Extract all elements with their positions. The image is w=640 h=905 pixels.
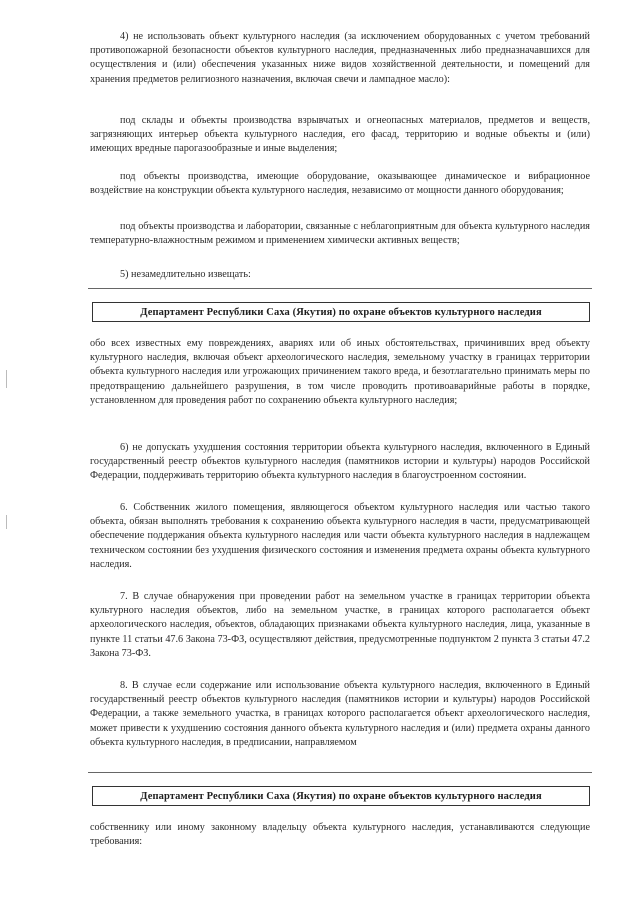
department-stamp-header: Департамент Республики Саха (Якутия) по охране объектов культурного наследия [92,302,590,322]
page-break-rule [88,288,592,289]
paragraph-production-equipment: под объекты производства, имеющие оборудование, оказывающее динамическое и вибрационное воздействие на конструкции объекта культурного наследия, независимо от мощности данного оборудования; [90,171,590,197]
page-break-rule [88,772,592,773]
paragraph-notify-damage: обо всех известных ему повреждениях, авариях или об иных обстоятельствах, причинивших вред объекту культурного наследия, включая объект археологического наследия, земельному участку в границах территории объекта культурного наследия или угрожающих причинением такого вреда, и безотлагательно принимать меры по предотвращению дальнейшего разрушения, в том числе проводить противоаварийные работы в порядке, установленном для проведения работ по сохранению объекта культурного наследия; [90,338,590,406]
paragraph-warehouses: под склады и объекты производства взрывчатых и огнеопасных материалов, предметов и веществ, загрязняющих интерьер объекта культурного наследия, его фасад, территорию и водные объекты и (или) имеющих вредные парогазообразные и иные выделения; [90,115,590,155]
margin-scan-mark [6,370,7,388]
paragraph-item-5: 5) незамедлительно извещать: [120,269,251,280]
paragraph-item-6-territory: 6) не допускать ухудшения состояния территории объекта культурного наследия, включенного в Единый государственный реестр объектов культурного наследия (памятников истории и культуры) народов Российской Федерации, поддерживать территорию объекта культурного наследия в благоустроенном состоянии. [90,442,590,482]
paragraph-item-8: 8. В случае если содержание или использование объекта культурного наследия, включенного в Единый государственный реестр объектов культурного наследия (памятников истории и культуры) народов Российской Федерации, а также земельного участка, в границах которого располагается объект археологического наследия, может привести к ухудшению состояния данного объекта культурного наследия и (или) предмета охраны данного объекта культурного наследия, в предписании, направляемом [90,680,590,748]
paragraph-requirements-intro: собственнику или иному законному владельцу объекта культурного наследия, устанавливаются следующие требования: [90,822,590,848]
paragraph-item-6-owner: 6. Собственник жилого помещения, являющегося объектом культурного наследия или частью такого объекта, обязан выполнять требования к сохранению объекта культурного наследия в части, предусматривающей обеспечение поддержания объекта культурного наследия или части объекта культурного наследия в надлежащем техническом состоянии без ухудшения физического состояния и изменения предмета охраны объекта культурного наследия. [90,502,590,570]
department-stamp-header: Департамент Республики Саха (Якутия) по охране объектов культурного наследия [92,786,590,806]
paragraph-item-7: 7. В случае обнаружения при проведении работ на земельном участке в границах территории объекта культурного наследия объектов, либо на земельном участке, в границах которого располагается объект археологического наследия, объектов, обладающих признаками объекта культурного наследия, лица, указанные в пункте 11 статьи 47.6 Закона 73-ФЗ, осуществляют действия, предусмотренные подпунктом 2 пункта 3 статьи 47.2 Закона 73-ФЗ. [90,591,590,659]
margin-scan-mark [6,515,7,529]
paragraph-laboratories: под объекты производства и лаборатории, связанные с неблагоприятным для объекта культурного наследия температурно-влажностным режимом и применением химически активных веществ; [90,221,590,247]
paragraph-item-4: 4) не использовать объект культурного наследия (за исключением оборудованных с учетом требований противопожарной безопасности объектов культурного наследия, предназначенных либо предназначавшихся для осуществления и (или) обеспечения указанных ниже видов хозяйственной деятельности, и помещений для хранения предметов религиозного назначения, включая свечи и лампадное масло): [90,31,590,85]
